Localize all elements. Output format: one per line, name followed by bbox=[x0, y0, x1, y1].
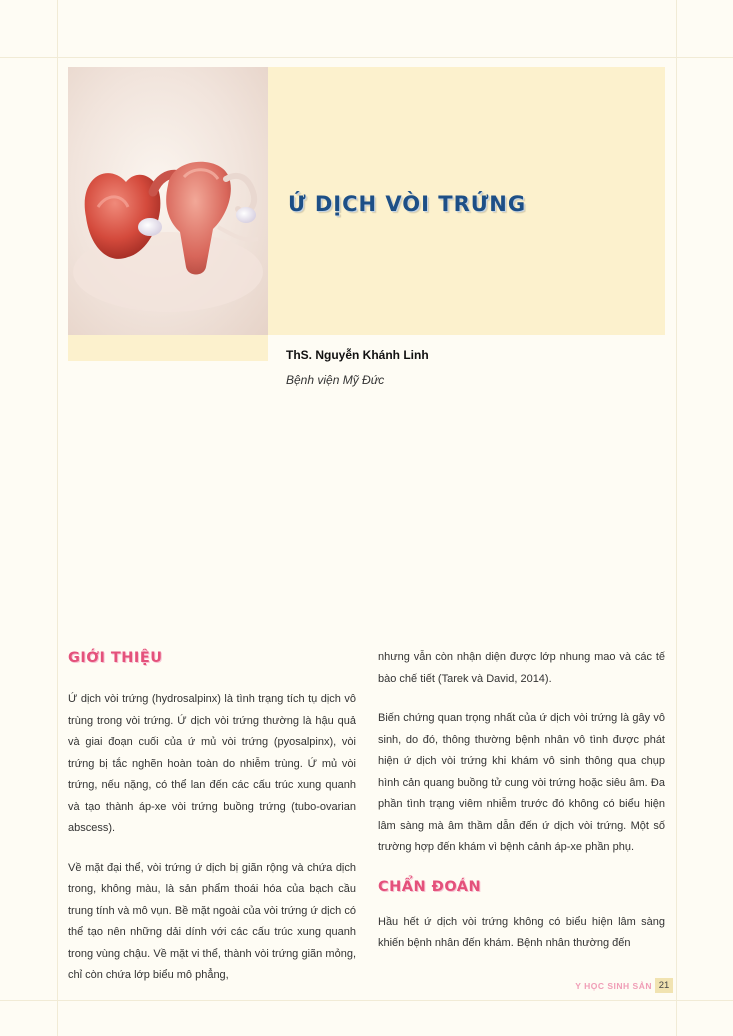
crop-line bbox=[676, 0, 677, 1036]
crop-line bbox=[0, 57, 733, 58]
crop-line bbox=[0, 1000, 733, 1001]
journal-name: Y HỌC SINH SẢN bbox=[575, 981, 652, 991]
paragraph: Ứ dịch vòi trứng (hydrosalpinx) là tình trạng tích tụ dịch vô trùng trong vòi trứng. Ứ dịch vòi trứng thường là hậu quả và giai đoạn cuối của ứ mủ vòi trứng (pyosalpinx), vòi trứng bị tắc nghẽn hoàn toàn do nhiễm trùng. Ứ mủ vòi trứng, nếu nặng, có thể lan đến các cấu trúc xung quanh và tạo thành áp-xe vòi trứng buồng trứng (tubo-ovarian abscess). bbox=[68, 693, 356, 834]
crop-line bbox=[57, 0, 58, 1036]
paragraph: Về mặt đại thể, vòi trứng ứ dịch bị giãn rộng và chứa dịch trong, không màu, là sản phẩm thoái hóa của bạch cầu trung tính và mô vụn. Bề mặt ngoài của vòi trứng ứ dịch có thể tạo nên những dải dính với các cấu trúc xung quanh trong vùng chậu. Về mặt vi thể, thành vòi trứng giãn mỏng, chỉ còn chứa lớp biểu mô phẳng, bbox=[68, 861, 356, 981]
text-column-right bbox=[378, 647, 665, 955]
paragraph: nhưng vẫn còn nhận diện được lớp nhung mao và các tế bào chế tiết (Tarek và David, 2014). bbox=[378, 651, 665, 685]
paragraph: Biến chứng quan trọng nhất của ứ dịch vòi trứng là gây vô sinh, do đó, thông thường bệnh nhân vô tình được phát hiện ứ dịch vòi trứng khi khám vô sinh thông qua chụp hình cản quang buồng tử cung vòi trứng hoặc siêu âm. Đa phần tình trạng viêm nhiễm trước đó không có biểu hiện lâm sàng mà âm thầm dẫn đến ứ dịch vòi trứng. Một số trường hợp đến khám vì bệnh cảnh áp-xe phần phụ. bbox=[378, 712, 665, 853]
page-number: 21 bbox=[655, 978, 673, 993]
uterus-hydrosalpinx-illustration bbox=[68, 67, 268, 335]
paragraph: Hầu hết ứ dịch vòi trứng không có biểu hiện lâm sàng khiến bệnh nhân đến khám. Bệnh nhân thường đến bbox=[378, 915, 665, 949]
section-heading-diagnosis: CHẨN ĐOÁN bbox=[378, 878, 482, 895]
decorative-panel bbox=[68, 335, 268, 361]
text-column-left bbox=[68, 647, 356, 987]
section-heading-intro: GIỚI THIỆU bbox=[68, 650, 163, 666]
author-affiliation: Bệnh viện Mỹ Đức bbox=[286, 373, 385, 387]
article-title: Ứ DỊCH VÒI TRỨNG bbox=[288, 192, 527, 216]
author-name: ThS. Nguyễn Khánh Linh bbox=[286, 348, 429, 362]
uterus-icon bbox=[68, 67, 268, 335]
